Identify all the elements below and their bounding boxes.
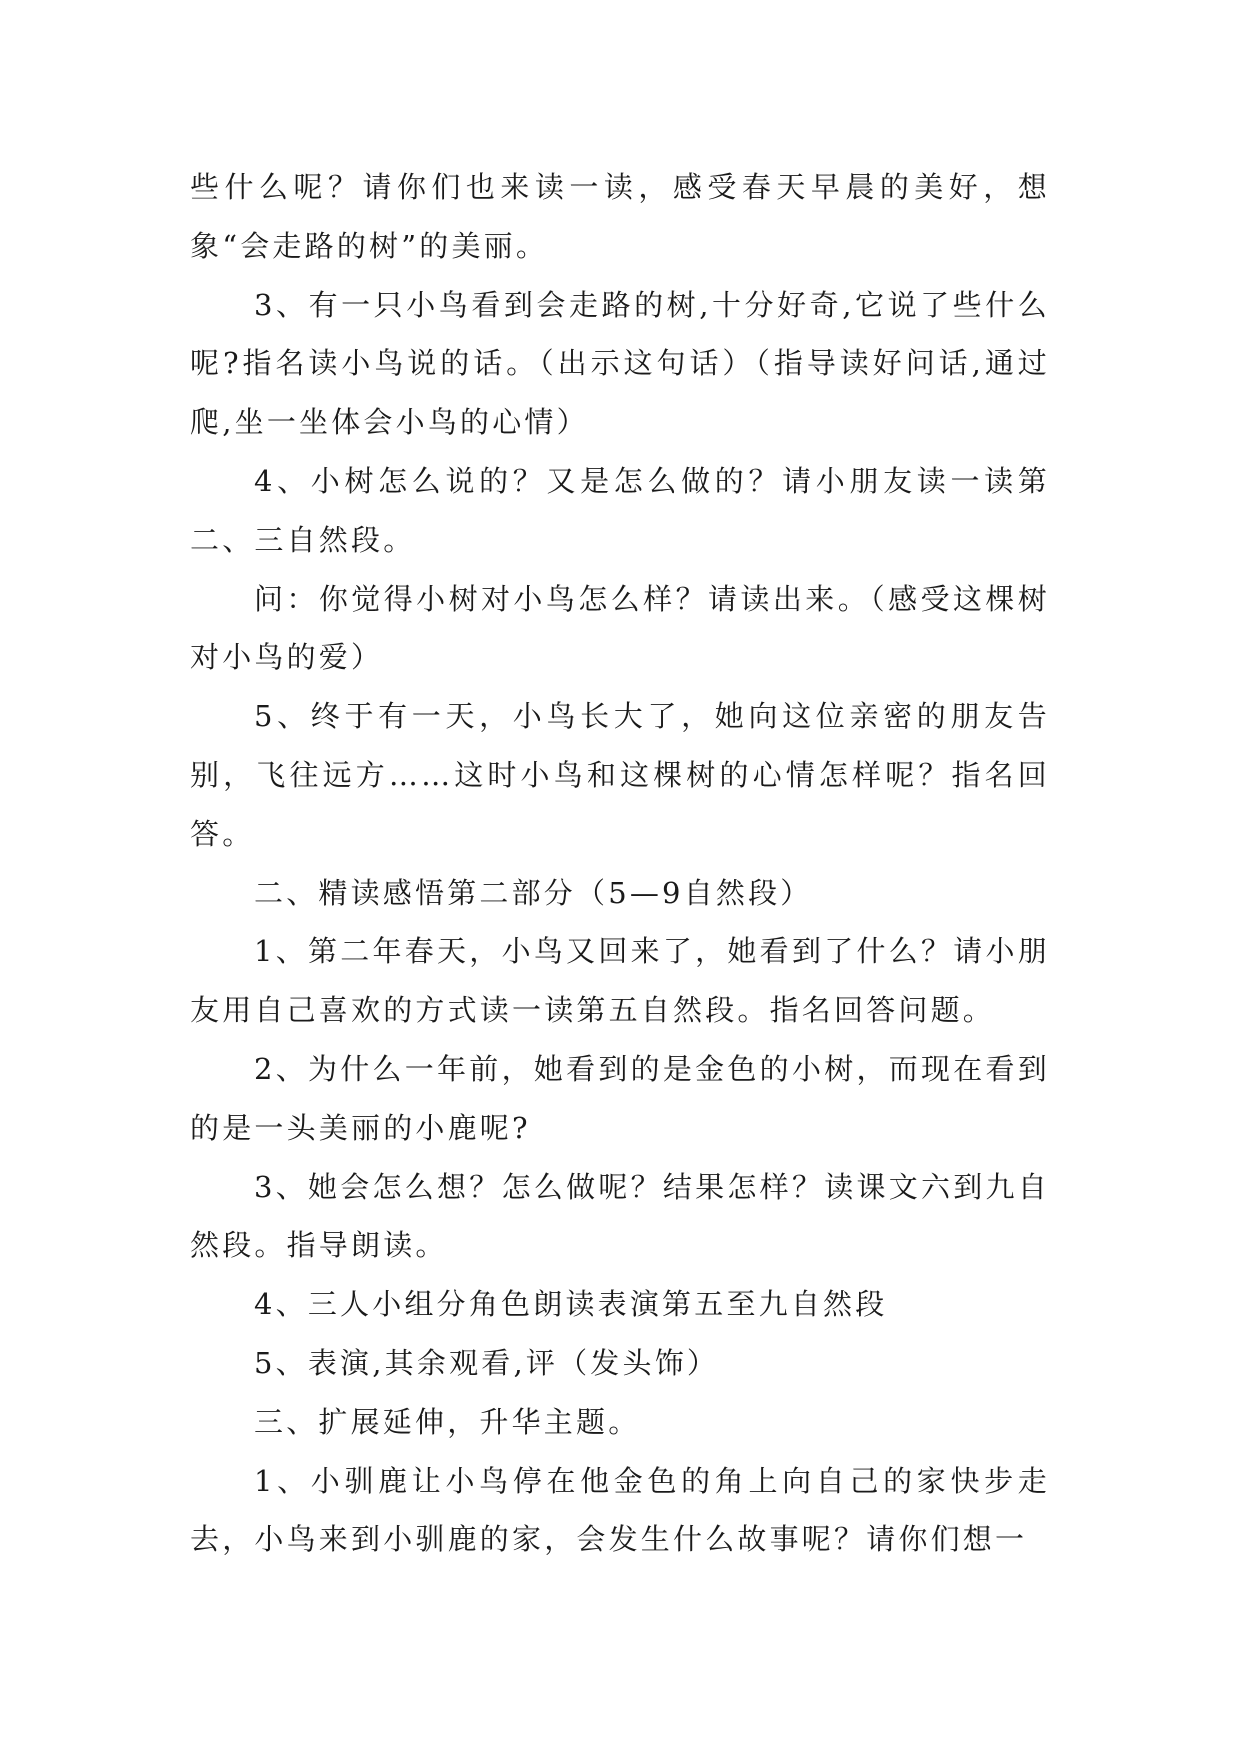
paragraph: 3、有一只小鸟看到会走路的树,十分好奇,它说了些什么呢?指名读小鸟说的话。（出示这句话）（指导读好问话,通过爬,坐一坐体会小鸟的心情） — [190, 287, 1050, 440]
paragraph: 5、终于有一天，小鸟长大了，她向这位亲密的朋友告别，飞往远方……这时小鸟和这棵树的心情怎样呢？指名回答。 — [190, 699, 1050, 851]
paragraph: 5、表演,其余观看,评（发头饰） — [254, 1345, 720, 1380]
section-heading: 三、扩展延伸，升华主题。 — [254, 1404, 641, 1439]
paragraph: 1、小驯鹿让小鸟停在他金色的角上向自己的家快步走去，小鸟来到小驯鹿的家，会发生什么故事呢？请你们想一 — [190, 1463, 1050, 1557]
document-body — [190, 158, 1050, 1569]
paragraph: 1、第二年春天，小鸟又回来了，她看到了什么？请小朋友用自己喜欢的方式读一读第五自然段。指名回答问题。 — [190, 934, 1050, 1028]
paragraph: 4、小树怎么说的？又是怎么做的？请小朋友读一读第二、三自然段。 — [190, 463, 1050, 557]
paragraph: 4、三人小组分角色朗读表演第五至九自然段 — [254, 1287, 888, 1322]
paragraph: 些什么呢？请你们也来读一读，感受春天早晨的美好，想象“会走路的树”的美丽。 — [190, 170, 1050, 263]
paragraph: 2、为什么一年前，她看到的是金色的小树，而现在看到的是一头美丽的小鹿呢? — [190, 1051, 1050, 1145]
section-heading: 二、精读感悟第二部分（5—9自然段） — [254, 875, 813, 910]
paragraph: 问：你觉得小树对小鸟怎么样？请读出来。（感受这棵树对小鸟的爱） — [190, 581, 1050, 675]
paragraph: 3、她会怎么想？怎么做呢？结果怎样？读课文六到九自然段。指导朗读。 — [190, 1169, 1050, 1263]
